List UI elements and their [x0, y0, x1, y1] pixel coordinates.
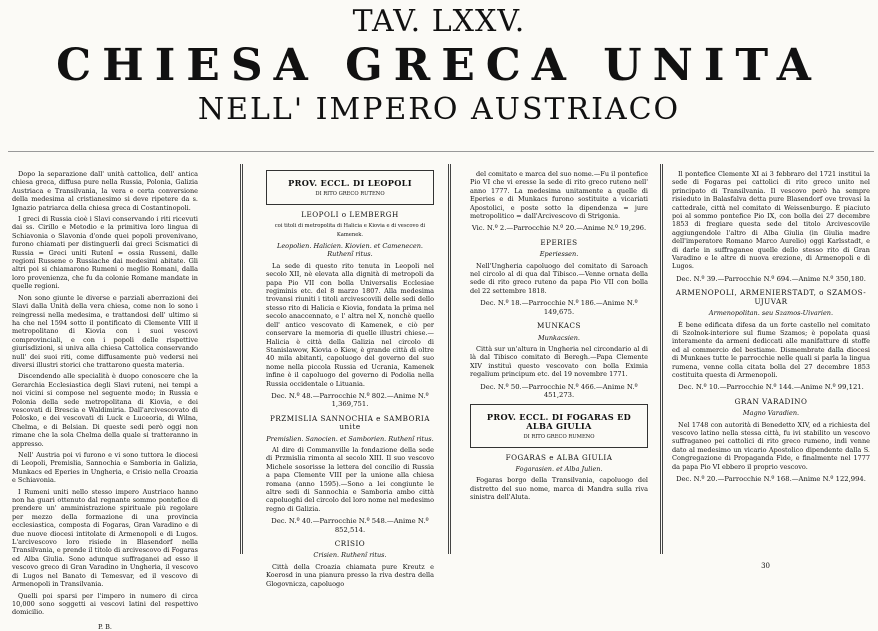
- see-latin-names: Munkacsien.: [538, 333, 580, 342]
- see-text: Nell'Ungheria capoluogo del comitato di Saroach nel circolo al di qua dal Tibisco.—Venne ornata della sede di rito greco ruteno da papa Pio VII con bolla del 22 settembre 1818.: [470, 261, 648, 295]
- armenopoli-column: [672, 170, 870, 555]
- page-number: 30: [761, 562, 770, 570]
- intro-paragraph: I greci di Russia cioè i Slavi conservando i riti ricevuti dai ss. Cirillo e Metodio e la primitiva loro lingua di Schiavonia o Slavonia d'onde quei popoli provenivano, furono chiamati per distinguerli dai greci Scismatici di Russia = Greci uniti Rutenî = ossia Russeni, dalle regioni Russene o Russiache dai medesimi abitate. Gli altri poi si chiamarono Rumeni o meglio Romani, dalla loro provenienza, che fu da colonie Romane mandate in quelle regioni.: [12, 215, 198, 291]
- see-latin-names: Fogarasien. et Alba Julien.: [515, 464, 603, 473]
- intro-paragraph: Discendendo alle specialità è duopo conoscere che la Gerarchia Ecclesiastica degli Slavi ruteni, nei tempi a noi vicini si compose nel seguente modo; in Russia e Polonia della sede metropolitana di Kiovia, e dei vescovati di Brescia e Waldimiria. Dall'arcivescovato di Polosko, e dei vescovati di Luck e Luceoria, di Wilna, Chelma, e di Belsian. Di queste sedi però oggi non rimane che la sola Chelma della quale si tratteranno in appresso.: [12, 372, 198, 448]
- see-statistics: Dec. N.º 10.—Parrocchie N.º 144.—Anime N.º 99,121.: [678, 383, 864, 392]
- plate-number: TAV. LXXV.: [352, 4, 526, 39]
- province-box-fogaras: [470, 404, 648, 447]
- intro-paragraph: Nell' Austria poi vi furono e vi sono tuttora le diocesi di Leopoli, Premislia, Sannochia e Samboria in Galizia, Munkacs ed Eperies in Ungheria, e Crisio nella Croazia e Schiavonia.: [12, 451, 198, 485]
- main-title: CHIESA GRECA UNITA: [56, 40, 822, 91]
- see-statistics: Dec. N.º 20.—Parrocchie N.º 168.—Anime N.º 122,994.: [676, 475, 866, 483]
- intro-paragraph: Dopo la separazione dall' unità cattolica, dell' antica chiesa greca, diffusa pure nella Russia, Polonia, Galizia Austriaca e Transilvania, la vera e certa conversione della medesima al cristianesimo si deve ripetere da s. Ignazio patriarca della chiesa greca di Costantinopoli.: [12, 170, 198, 212]
- see-statistics: Dec. N.º 18.—Parrocchie N.º 186.—Anime N.º 149,675.: [480, 299, 638, 316]
- see-statistics: Vic. N.º 2.—Parrocchie N.º 20.—Anime N.º 19,296.: [471, 224, 647, 233]
- see-text: Città della Croazia chiamata pure Kreutz e Koerosd in una pianura presso la riva destra della Glogovnicza, capoluogo: [266, 562, 434, 588]
- see-statistics: Dec. N.º 39.—Parrocchie N.º 694.—Anime N.º 350,180.: [676, 274, 866, 283]
- signature: P. B.: [97, 622, 113, 631]
- province-box-leopoli: [266, 170, 434, 205]
- province-rite: DI RITO GRECO RUMENO: [523, 434, 595, 441]
- province-title: PROV. ECCL. DI LEOPOLI: [288, 178, 412, 188]
- province-title: PROV. ECCL. DI FOGARAS ED ALBA GIULIA: [486, 412, 632, 431]
- intro-paragraph: Quelli poi sparsi per l'impero in numero di circa 10,000 sono soggetti ai vescovi latini del respettivo domicilio.: [12, 591, 198, 617]
- see-text: Fogaras borgo della Transilvania, capoluogo del distretto del suo nome, marca di Mandra sulla riva sinistra dell'Aluta.: [470, 476, 648, 502]
- see-text: La sede di questo rito tenuta in Leopoli nel secolo XII, nè elevata alla dignità di metropoli da papa Pio VII con bolla Universalis Ecclesiae regiminis etc. del 8 marzo 1807. Alla medesima trovansi riuniti i titoli arcivescovili delle sedi dello stesso rito di Halicia e Kiovia, fondata la prima nel secolo anaccennato, e l' altra nel X, nonchè quello dell' antico vescovato di Kamenek, e ciò per conservare la memoria di quelle illustri chiese.—Halicia è città della Galizia nel circolo di Stanislawow, Kiovia o Kiew, è grande città di oltre 40 mila abitanti, capoluogo del governo del suo nome nella piccola Russia ed Ucrania, Kamenek infine è il capoluogo del governo di Podolia nella Russia occidentale o Lituania.: [266, 261, 434, 388]
- intro-paragraph: Non sono giunte le diverse e parziali aberrazioni dei Slavi dalla Unità della vera chiesa, come non lo sono i reingressi nella medesima, e trattandosi dell' ultimo si ha che nel 1594 sotto il pontificato di Clemente VIII il metropolitano di Kiovia con i suoi vescovi comprovinciali, e con i popoli delle rispettive giurisdizioni, si univa alla chiesa Cattolica conservando null' dei suoi riti, come diffusamente può vedersi nei diversi illustri storici che trattarono questa materia.: [12, 293, 198, 369]
- see-title: ARMENOPOLI, ARMENIERSTADT, o SZAMOS-UJUVAR: [675, 288, 867, 306]
- see-latin-names: Premislien. Sanocien. et Samborien. Ruthenî ritus.: [266, 434, 434, 443]
- intro-paragraph: I Rumeni uniti nello stesso impero Austriaco hanno non ha guari ottenuto dal regnante sommo pontefice di prendere un' amministrazione spirituale più regolare per mezzo della formazione di una provincia ecclesiastica, composta di Fogaras, Gran Varadino e di due nuove diocesi intitolate di Armenopoli e di Lugos. L'arcivescovo loro risiede in Blasendorf nella Transilvania, e prende il titolo di arcivescovo di Fogaras ed Alba Giulia. Sono adunque suffraganei ad esso il vescovo greco di Gran Varadino in Ungheria, il vescovo di Lugos nel Banato di Temesvar, ed il vescovo di Armenopoli in Transilvania.: [12, 487, 198, 589]
- see-text: Al dire di Commanville la fondazione della sede di Przmislia rimonta al secolo XIII. Il suo vescovo Michele sosorisse la lettera del concilio di Russia a papa Clemente VIII per la unione alla chiesa romana (anno 1595).—Sono a lei congiunte le altre sedi di Sannochia e Samboria ambo città capoluoghi del circolo del loro nome nel medesimo regno di Galizia.: [266, 445, 434, 513]
- see-title: GRAN VARADINO: [734, 396, 808, 406]
- intro-column: [12, 170, 198, 631]
- see-latin-names: Leopolien. Halicien. Kiovien. et Camenecen. Ruthenî ritus.: [277, 242, 423, 259]
- see-title: LEOPOLI o LEMBERGH: [301, 209, 399, 219]
- province-rite: DI RITO GRECO RUTENO: [315, 191, 385, 198]
- see-title: CRISIO: [334, 539, 366, 549]
- see-text: Il pontefice Clemente XI ai 3 febbraro del 1721 instituì la sede di Fogaras pei cattolici di rito greco unito nel principato di Transilvania. Il vescovo però ha sempre risieduto in Balasfalva detta pure Blasendorf ove trovasi la cattedrale, città nel comitato di Weissenburgo. È piaciuto poi al sommo pontefice Pio IX, con bolla dei 27 decembre 1853 di fregiare questa sede del titolo Arcivescovile aggiungendole l'altro di Alba Giulia (in Giulia madre dell'imperatore Romano Marco Aurelio) oggi Karlsstadt, e di darle in suffraganee quelle dello stesso rito di Gran Varadino e le altre di nuova erezione, di Armenopoli e di Lugos.: [672, 170, 870, 271]
- see-note: coi titoli di metropolita di Halicia e Kiovia e di vescovo di Kamenek.: [274, 223, 426, 238]
- see-statistics: Dec. N.º 48.—Parrocchie N.º 802.—Anime N.º 1,369,751.: [271, 391, 429, 409]
- leopoli-column: [266, 170, 434, 588]
- see-latin-names: Eperiessen.: [539, 250, 579, 259]
- see-title: MUNKACS: [537, 321, 581, 331]
- see-latin-names: Magno Varadien.: [742, 409, 800, 418]
- column-divider: [448, 164, 451, 554]
- see-latin-names: Armenopolitan. seu Szamos-Uivarien.: [708, 309, 834, 318]
- see-statistics: Dec. N.º 40.—Parrocchie N.º 548.—Anime N.º 852,514.: [271, 517, 429, 534]
- see-title: EPERIES: [540, 237, 578, 247]
- see-text: È bene edificata difesa da un forte castello nel comitato di Szolnok-interiore sul fiume Szamos; è popolata quasi interamente da armeni dediccati alle manifatture di stoffe ed al commercio del bestiame. Dismembrate dalla diocesi di Munkaes tutte le parrocchie nelle quali si parla la lingua rumena, venne colla citata bolla del 27 decembre 1853 costituita questa di Armenopoli.: [672, 320, 870, 379]
- see-title: PRZMISLIA SANNOCHIA e SAMBORIA unite: [270, 413, 430, 432]
- see-text: Città sur un'altura in Ungheria nel circondario al di là dal Tibisco comitato di Beregh.—Papa Clemente XIV instituì questo vescovato con bolla Eximia regalium principum etc. del 19 novembre 1771.: [470, 344, 648, 379]
- see-title: FOGARAS e ALBA GIULIA: [505, 452, 613, 462]
- main-subtitle: NELL' IMPERO AUSTRIACO: [197, 92, 681, 127]
- see-text: del comitato e marca del suo nome.—Fu il pontefice Pio VI che vi eresse la sede di rito greco ruteno nell' anno 1777. La medesima unitamente a quelle di Eperies e di Munkacs furono sostituite a vicariati Apostolici, e poste sotto la dipendenza = jure metropolitico = dall'Arcivescovo di Strigonia.: [470, 170, 648, 221]
- eperies-column: [470, 170, 648, 555]
- see-statistics: Dec. N.º 50.—Parrocchie N.º 466.—Anime N.º 451,273.: [480, 382, 638, 399]
- column-divider: [660, 164, 663, 554]
- column-divider: [240, 164, 243, 554]
- see-text: Nel 1748 con autorità di Benedetto XIV, ed a richiesta del vescovo latino nella stessa città, fu ivi stabilito un vescovo suffraganeo pei cattolici di rito greco rumeno, indi venne dato al medesimo un vicario Apostolico dipendente dalla S. Congregazione di Propaganda Fide, e finalmente nel 1777 da papa Pio VI ebbero il proprio vescovo.: [672, 420, 870, 471]
- see-latin-names: Crisien. Ruthenî ritus.: [313, 551, 387, 560]
